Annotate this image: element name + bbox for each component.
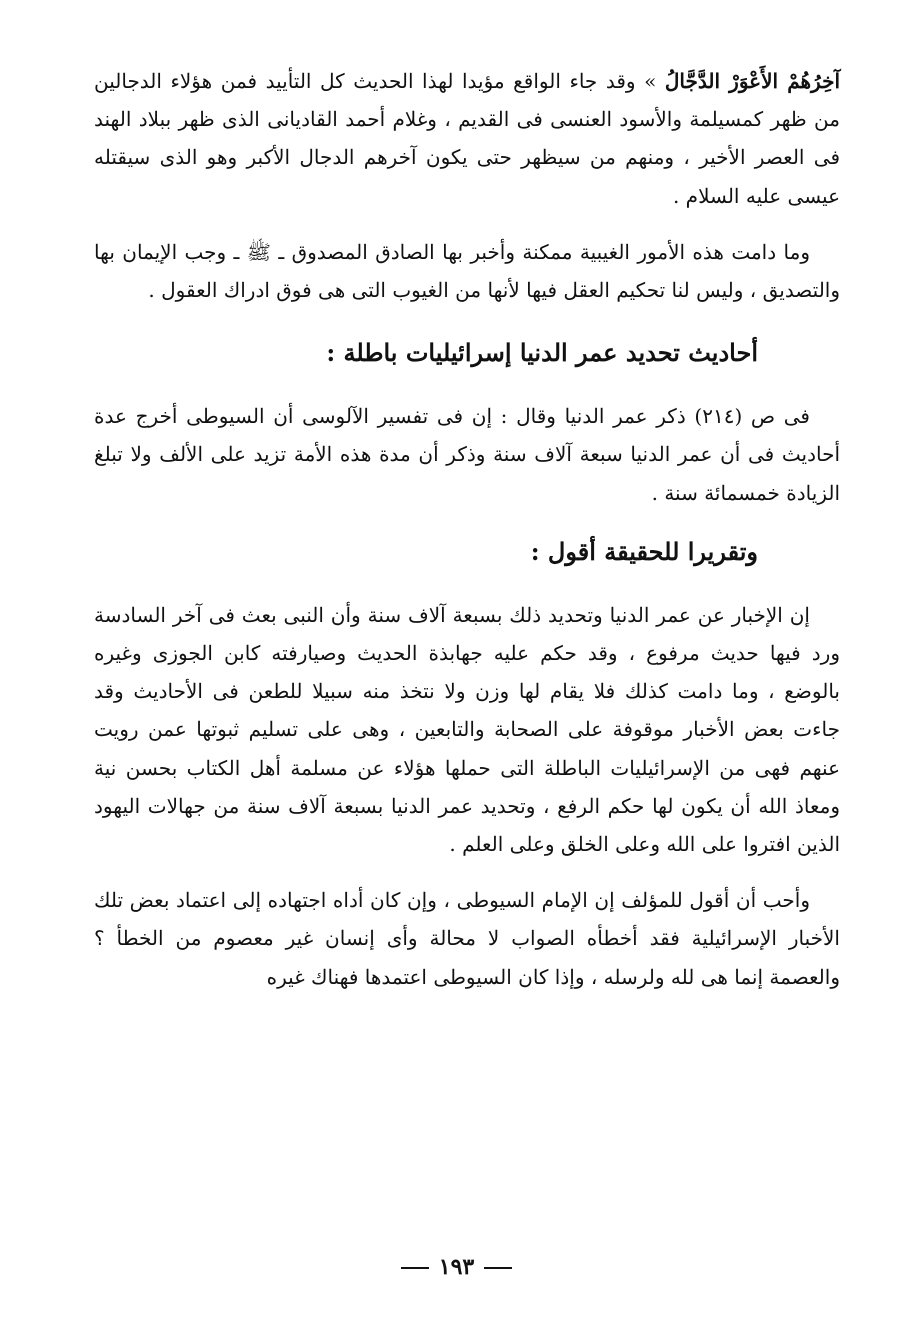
spacer <box>94 215 840 233</box>
page-number: ١٩٣ <box>438 1254 475 1280</box>
paragraph-3: فى ص (٢١٤) ذكر عمر الدنيا وقال : إن فى تفسير الآلوسى أن السيوطى أخرج عدة أحاديث فى أن عمر الدنيا سبعة آلاف سنة وذكر أن مدة هذه الأمة تزيد على الألف ولا تبلغ الزيادة خمسمائة سنة . <box>94 404 841 505</box>
page-footer <box>0 1254 913 1280</box>
spacer <box>94 863 840 881</box>
section-heading-1: أحاديث تحديد عمر الدنيا إسرائيليات باطلة : <box>326 338 758 368</box>
spacer <box>94 375 840 397</box>
spacer <box>94 309 840 331</box>
paragraph-2: وما دامت هذه الأمور الغيبية ممكنة وأخبر بها الصادق المصدوق ـ ﷺ ـ وجب الإيمان بها والتصديق ، وليس لنا تحكيم العقل فيها لأنها من الغيوب التى هى فوق ادراك العقول . <box>94 239 840 303</box>
footer-dash-right <box>401 1267 429 1269</box>
spacer <box>94 512 840 530</box>
paragraph-4: إن الإخبار عن عمر الدنيا وتحديد ذلك بسبعة آلاف سنة وأن النبى بعث فى آخر السادسة ورد فيها حديث مرفوع ، وقد حكم عليه جهابذة الحديث وصيارفته كابن الجوزى وغيره بالوضع ، وما دامت كذلك فلا يقام لها وزن ولا نتخذ منه سبيلا للطعن فى الأحاديث وقد جاءت بعض الأخبار موقوفة على الصحابة والتابعين ، وهى على تسليم ثبوتها عمن رويت عنهم فهى من الإسرائيليات الباطلة التى حملها هؤلاء عن مسلمة أهل الكتاب بحسن نية ومعاذ الله أن يكون لها حكم الرفع ، وتحديد عمر الدنيا بسبعة آلاف سنة من جهالات اليهود الذين افتروا على الله وعلى الخلق وعلى العلم . <box>94 602 840 857</box>
spacer <box>94 574 840 596</box>
footer-dash-left <box>484 1267 512 1269</box>
hadith-quote-end: آخِرُهُمْ الأَعْوَرْ الدَّجَّالُ <box>664 69 841 93</box>
paragraph-1-text: » وقد جاء الواقع مؤيدا لهذا الحديث كل التأييد فمن هؤلاء الدجالين من ظهر كمسيلمة والأسود العنسى فى القديم ، وغلام أحمد القاديانى الذى ظهر ببلاد الهند فى العصر الأخير ، ومنهم من سيظهر حتى يكون آخرهم الدجال الأكبر وهو الذى سيقتله عيسى عليه السلام . <box>94 69 840 208</box>
paragraph-5: وأحب أن أقول للمؤلف إن الإمام السيوطى ، وإن كان أداه اجتهاده إلى اعتماد بعض تلك الأخبار الإسرائيلية فقد أخطأه الصواب لا محالة وأى إنسان غير معصوم من الخطأ ؟ والعصمة إنما هى لله ولرسله ، وإذا كان السيوطى اعتمدها فهناك غيره <box>94 888 840 989</box>
section-heading-2: وتقريرا للحقيقة أقول : <box>530 536 758 566</box>
page-body <box>94 62 840 996</box>
paragraph-1 <box>94 62 840 215</box>
